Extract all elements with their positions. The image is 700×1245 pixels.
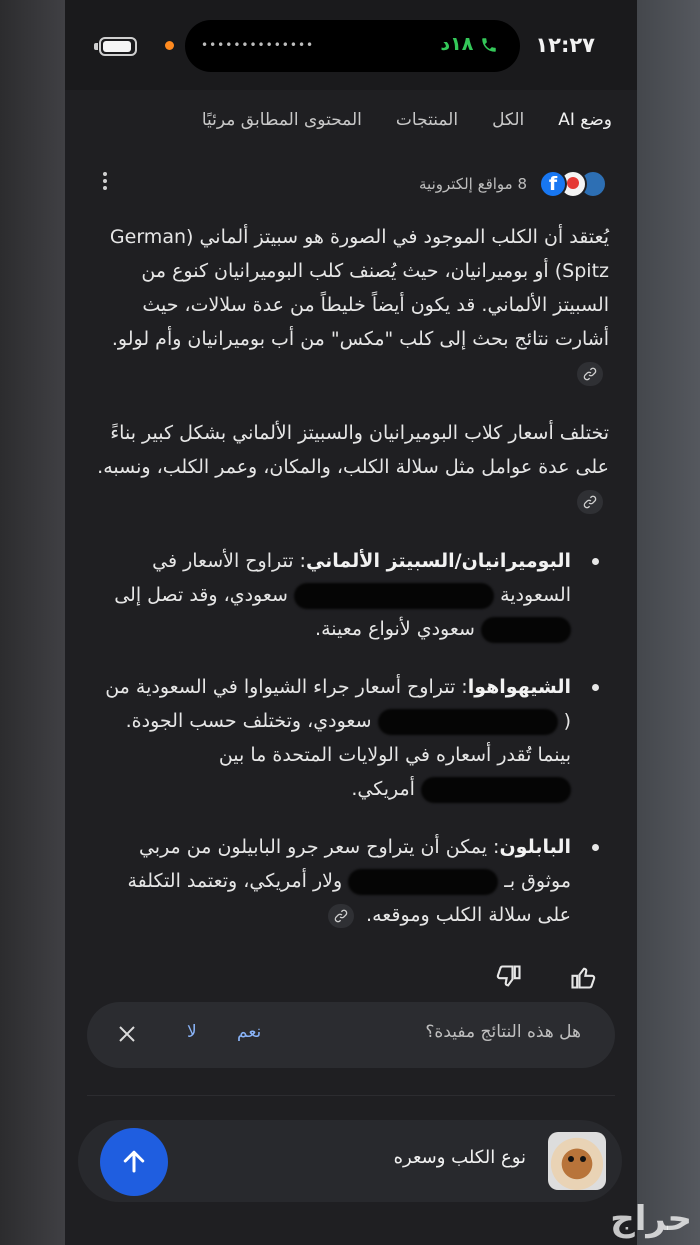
phone-screen <box>65 0 637 1245</box>
item-text: سعودي لأنواع معينة. <box>315 618 475 640</box>
thumbs-up-icon[interactable] <box>567 963 597 993</box>
tab-visual-matches[interactable]: المحتوى المطابق مرئيًا <box>201 110 362 130</box>
sources-row[interactable] <box>419 170 607 198</box>
privacy-indicator-dot <box>165 41 174 50</box>
rating-buttons <box>493 963 597 993</box>
item-text: : يمكن أن يتراوح سعر جرو البابيلون من مربي موثوق بـ <box>138 836 571 892</box>
query-input-bar[interactable] <box>78 1120 622 1202</box>
tab-products[interactable]: المنتجات <box>395 110 459 130</box>
clock: ١٢:٢٧ <box>535 33 595 57</box>
list-item <box>95 544 609 646</box>
redacted-block <box>481 617 571 643</box>
redacted-block <box>294 583 494 609</box>
close-icon[interactable] <box>115 1022 139 1046</box>
tab-bar <box>202 110 612 130</box>
feedback-no-button[interactable]: لا <box>187 1022 197 1042</box>
item-title: البابلون <box>499 836 571 858</box>
item-title: البوميرانيان/السبيتز الألماني <box>305 550 571 572</box>
ai-answer <box>95 220 609 956</box>
item-text: سعودي، وقد تصل إلى <box>114 584 288 606</box>
link-icon[interactable] <box>577 490 603 514</box>
item-text: : تتراوح الأسعار في السعودية <box>152 550 571 606</box>
item-text: أمريكي. <box>351 778 415 800</box>
dog-photo-thumbnail[interactable] <box>548 1132 606 1190</box>
activity-indicator: •••••••••••••• <box>201 38 315 52</box>
battery-icon <box>99 37 137 56</box>
item-text: ولار أمريكي، وتعتمد التكلفة على سلالة الكلب وموقعه. <box>127 870 571 926</box>
tab-ai-mode[interactable]: وضع AI <box>558 110 612 130</box>
phone-icon <box>480 36 498 54</box>
send-button[interactable] <box>100 1128 168 1196</box>
arrow-up-icon <box>119 1146 149 1176</box>
query-text[interactable]: نوع الكلب وسعره <box>393 1147 526 1168</box>
redacted-block <box>378 709 558 735</box>
link-icon[interactable] <box>577 362 603 386</box>
background-right <box>637 0 700 1245</box>
link-icon[interactable] <box>328 904 354 928</box>
tab-all[interactable]: الكل <box>492 110 525 130</box>
battery-tip <box>94 43 98 50</box>
list-item <box>95 670 609 806</box>
feedback-yes-button[interactable]: نعم <box>237 1022 262 1042</box>
more-options-icon[interactable] <box>95 170 115 194</box>
item-title: الشيهواهوا <box>467 676 571 698</box>
item-text: سعودي، وتختلف حسب الجودة. بينما تُقدر أسعاره في الولايات المتحدة ما بين <box>125 710 571 766</box>
redacted-block <box>348 869 498 895</box>
call-timer <box>440 33 498 55</box>
answer-text: تختلف أسعار كلاب البوميرانيان والسبيتز الألماني بشكل كبير بناءً على عدة عوامل مثل سلالة الكلب، والمكان، وعمر الكلب، ونسبه. <box>97 422 609 478</box>
dynamic-island[interactable] <box>185 20 520 72</box>
item-text: : تتراوح أسعار جراء الشيواوا في السعودية من ( <box>105 676 571 732</box>
sources-count: 8 مواقع إلكترونية <box>419 175 527 193</box>
search-results-panel <box>65 90 637 1245</box>
watermark-logo: حراج <box>610 1199 692 1239</box>
divider <box>87 1095 615 1096</box>
thumbs-down-icon[interactable] <box>493 963 523 993</box>
background-left <box>0 0 65 1245</box>
call-time-text: ١٨د <box>440 33 474 55</box>
answer-paragraph <box>95 416 609 518</box>
list-item <box>95 830 609 932</box>
status-bar <box>65 0 637 90</box>
redacted-block <box>421 777 571 803</box>
feedback-card <box>87 1002 615 1068</box>
source-icons <box>535 170 607 198</box>
price-list <box>95 544 609 932</box>
feedback-question: هل هذه النتائج مفيدة؟ <box>425 1022 581 1042</box>
answer-text: يُعتقد أن الكلب الموجود في الصورة هو سبيتز ألماني (German Spitz) أو بوميرانيان، حيث يُصنف كلب البوميرانيان كنوع من السبيتز الألماني. قد يكون أيضاً خليطاً من عدة سلالات، حيث أشارت نتائج بحث إلى كلب "مكس" من أب بوميرانيان وأم لولو. <box>109 226 609 350</box>
answer-paragraph <box>95 220 609 390</box>
facebook-icon: f <box>539 170 567 198</box>
